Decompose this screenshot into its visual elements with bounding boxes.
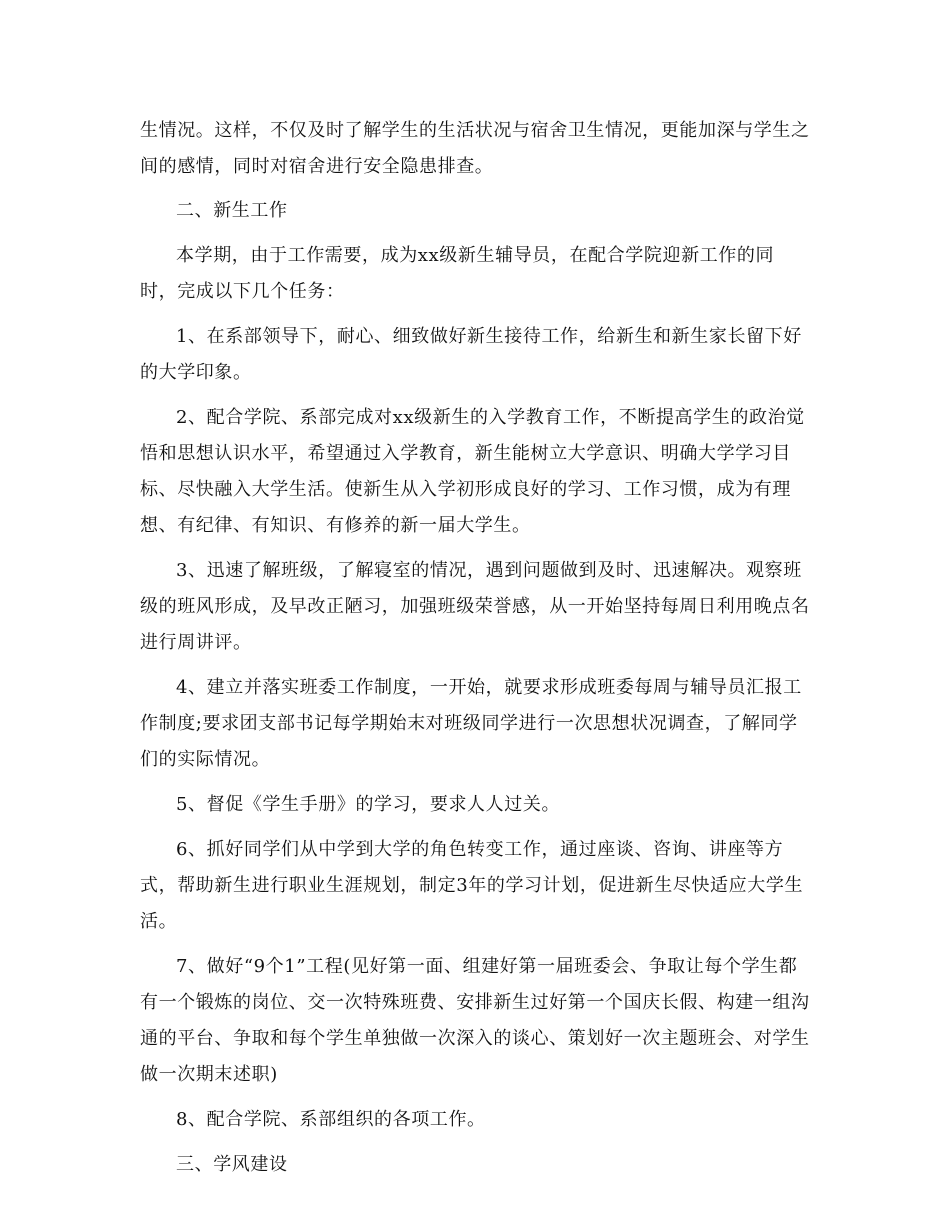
- text-line: 做一次期末述职): [140, 1064, 278, 1085]
- text-line: 活。: [140, 911, 178, 932]
- list-item-2: [140, 400, 810, 544]
- list-item-7: [140, 949, 810, 1093]
- text-line: 6、抓好同学们从中学到大学的角色转变工作，通过座谈、咨询、讲座等方: [176, 839, 784, 860]
- text-line: 进行周讲评。: [140, 632, 252, 653]
- list-item-5: [140, 787, 810, 823]
- text-line: 生情况。这样，不仅及时了解学生的生活状况与宿舍卫生情况，更能加深与学生之: [140, 120, 810, 141]
- text-line: 的大学印象。: [140, 362, 252, 383]
- text-line: 想、有纪律、有知识、有修养的新一届大学生。: [140, 515, 531, 536]
- text-line: 们的实际情况。: [140, 749, 271, 770]
- paragraph-continuation: [140, 113, 810, 185]
- text-line: 2、配合学院、系部完成对xx级新生的入学教育工作，不断提高学生的政治觉: [176, 407, 805, 428]
- text-line: 3、迅速了解班级，了解寝室的情况，遇到问题做到及时、迅速解决。观察班: [176, 560, 802, 581]
- text-line: 式，帮助新生进行职业生涯规划，制定3年的学习计划，促进新生尽快适应大学生: [140, 875, 804, 896]
- list-item-8: [140, 1102, 810, 1138]
- heading-text: 二、新生工作: [176, 200, 288, 221]
- paragraph-intro: [140, 238, 810, 310]
- text-line: 8、配合学院、系部组织的各项工作。: [176, 1109, 486, 1130]
- list-item-4: [140, 670, 810, 778]
- heading-text: 三、学风建设: [176, 1154, 288, 1175]
- text-line: 本学期，由于工作需要，成为xx级新生辅导员，在配合学院迎新工作的同: [176, 245, 775, 266]
- list-item-1: [140, 319, 810, 391]
- text-line: 作制度;要求团支部书记每学期始末对班级同学进行一次思想状况调查，了解同学: [140, 713, 798, 734]
- list-item-6: [140, 832, 810, 940]
- text-line: 7、做好“9个1”工程(见好第一面、组建好第一届班委会、争取让每个学生都: [176, 956, 798, 977]
- text-line: 级的班风形成，及早改正陋习，加强班级荣誉感，从一开始坚持每周日利用晚点名: [140, 596, 810, 617]
- text-line: 标、尽快融入大学生活。使新生从入学初形成良好的学习、工作习惯，成为有理: [140, 479, 791, 500]
- text-line: 4、建立并落实班委工作制度，一开始，就要求形成班委每周与辅导员汇报工: [176, 677, 802, 698]
- text-line: 1、在系部领导下，耐心、细致做好新生接待工作，给新生和新生家长留下好: [176, 326, 802, 347]
- text-line: 时，完成以下几个任务：: [140, 281, 345, 302]
- section-heading-new-students: [140, 193, 810, 229]
- text-line: 通的平台、争取和每个学生单独做一次深入的谈心、策划好一次主题班会、对学生: [140, 1028, 810, 1049]
- text-line: 悟和思想认识水平，希望通过入学教育，新生能树立大学意识、明确大学学习目: [140, 443, 791, 464]
- text-line: 5、督促《学生手册》的学习，要求人人过关。: [176, 794, 561, 815]
- text-line: 间的感情，同时对宿舍进行安全隐患排查。: [140, 156, 494, 177]
- text-line: 有一个锻炼的岗位、交一次特殊班费、安排新生过好第一个国庆长假、构建一组沟: [140, 992, 810, 1013]
- list-item-3: [140, 553, 810, 661]
- section-heading-study-style: [140, 1147, 810, 1183]
